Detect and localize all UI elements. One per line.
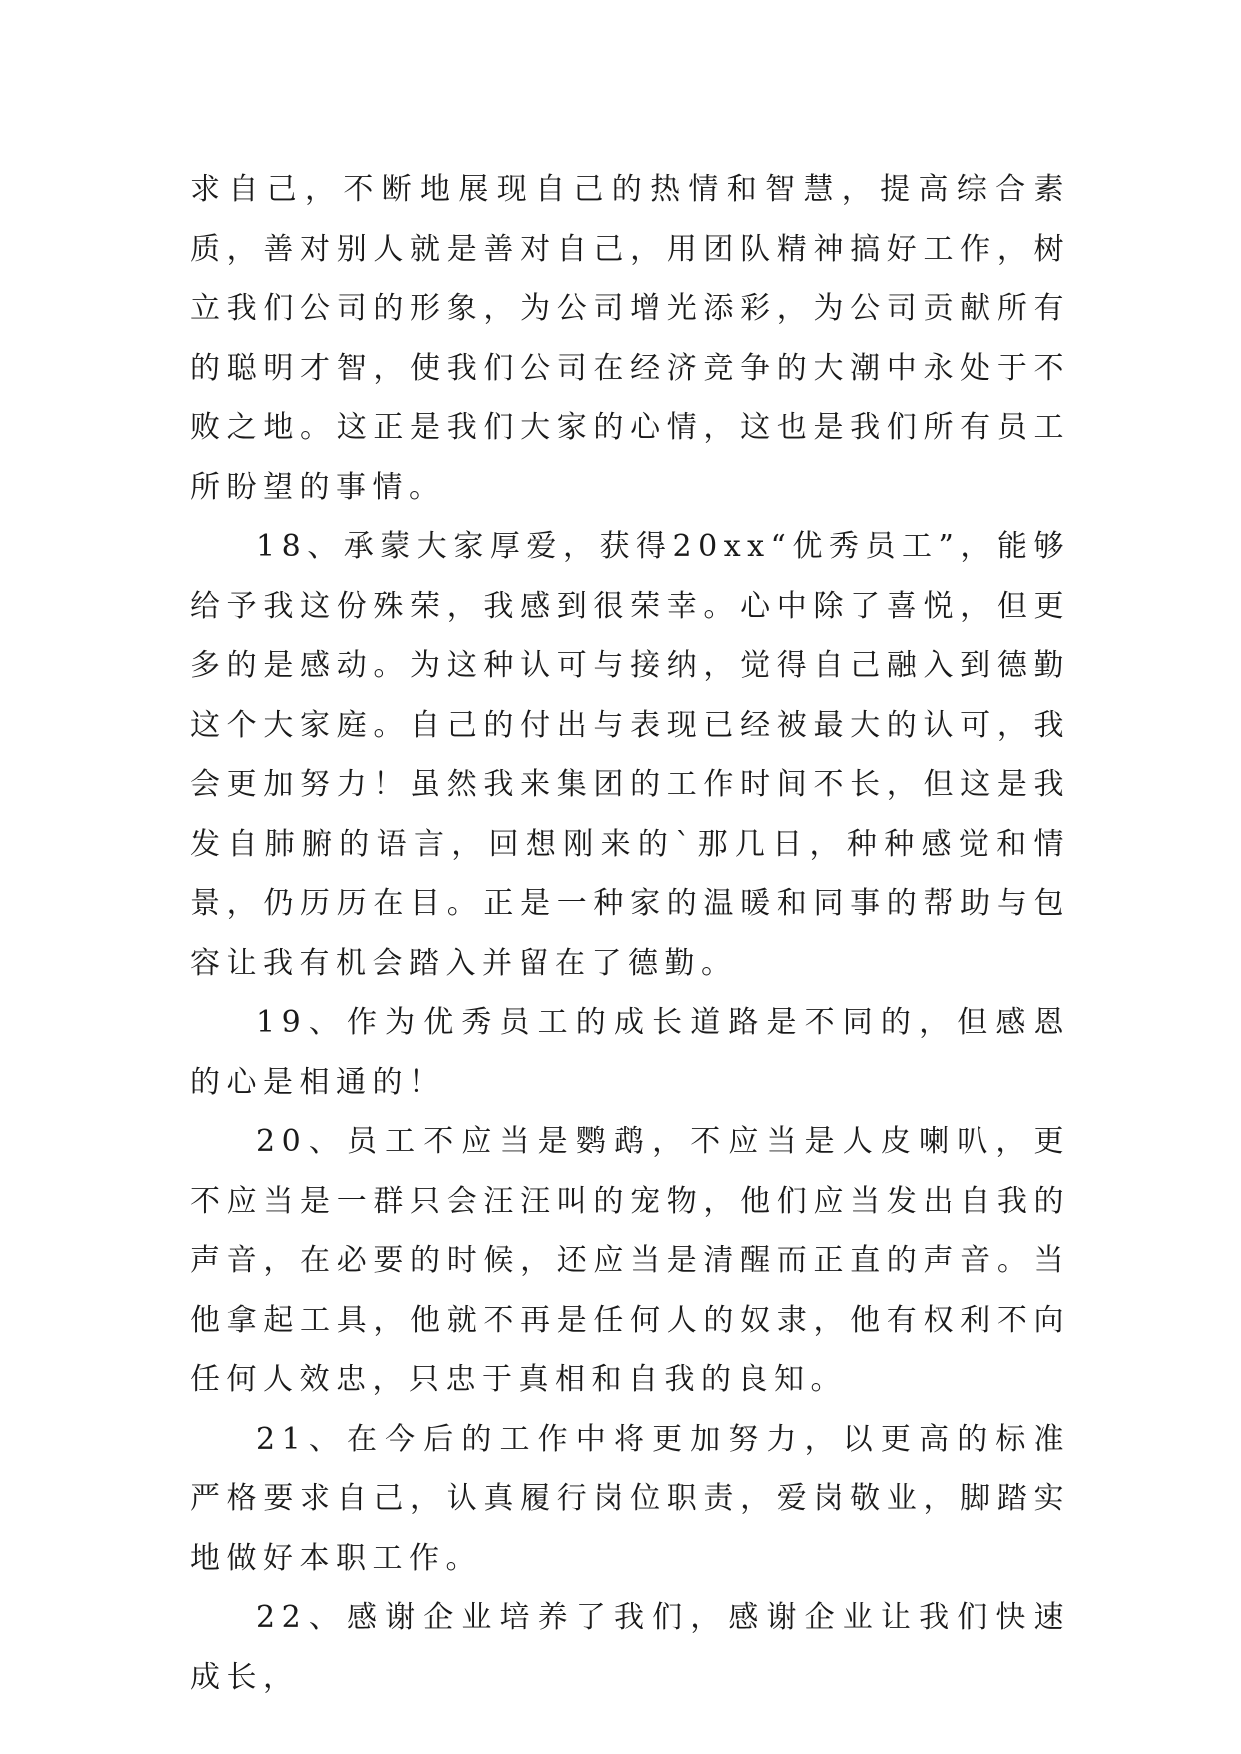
paragraph-22: 22、感谢企业培养了我们，感谢企业让我们快速成长，	[190, 1600, 1070, 1695]
paragraph-continuation: 求自己，不断地展现自己的热情和智慧，提高综合素质，善对别人就是善对自己，用团队精神搞好工作，树立我们公司的形象，为公司增光添彩，为公司贡献所有的聪明才智，使我们公司在经济竞争的大潮中永处于不败之地。这正是我们大家的心情，这也是我们所有员工所盼望的事情。	[190, 172, 1070, 505]
document-body	[190, 160, 1070, 1707]
paragraph-21: 21、在今后的工作中将更加努力，以更高的标准严格要求自己，认真履行岗位职责，爱岗敬业，脚踏实地做好本职工作。	[190, 1421, 1070, 1576]
paragraph-20: 20、员工不应当是鹦鹉，不应当是人皮喇叭，更不应当是一群只会汪汪叫的宠物，他们应当发出自我的声音，在必要的时候，还应当是清醒而正直的声音。当他拿起工具，他就不再是任何人的奴隶，他有权利不向任何人效忠，只忠于真相和自我的良知。	[190, 1124, 1070, 1397]
paragraph-19: 19、作为优秀员工的成长道路是不同的，但感恩的心是相通的！	[190, 1005, 1070, 1100]
paragraph-18: 18、承蒙大家厚爱，获得20xx“优秀员工”，能够给予我这份殊荣，我感到很荣幸。心中除了喜悦，但更多的是感动。为这种认可与接纳，觉得自己融入到德勤这个大家庭。自己的付出与表现已经被最大的认可，我会更加努力！虽然我来集团的工作时间不长，但这是我发自肺腑的语言，回想刚来的`那几日，种种感觉和情景，仍历历在目。正是一种家的温暖和同事的帮助与包容让我有机会踏入并留在了德勤。	[190, 529, 1070, 981]
